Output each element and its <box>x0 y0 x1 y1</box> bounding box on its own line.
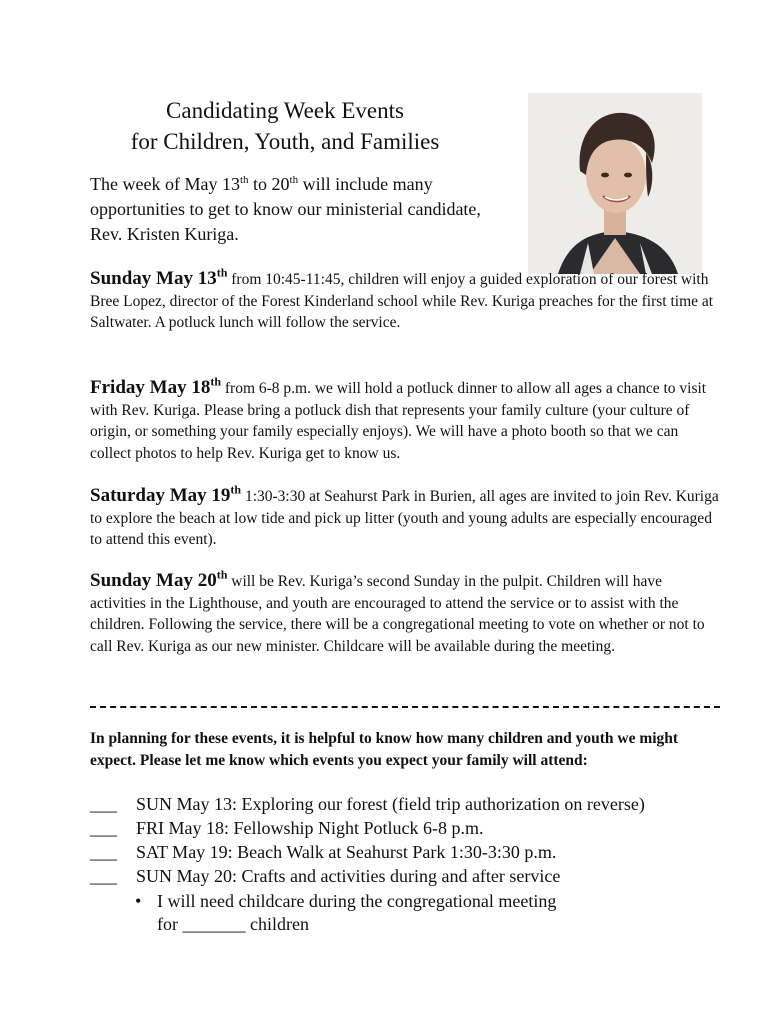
intro-text-1: The week of May 13 <box>90 174 240 194</box>
intro-text-3: will include many opportunities to get to know our ministerial candidate, Rev. Kristen Kuriga. <box>90 174 481 244</box>
event-day-sup: th <box>230 482 242 497</box>
event-description: will be Rev. Kuriga’s second Sunday in the pulpit. Children will have activities in the Lighthouse, and youth are encouraged to attend the service or to assist with the children. Following the service, there will be a congregational meeting to vote on whether or not to call Rev. Kuriga as our new minister. Childcare will be available during the meeting. <box>90 573 705 655</box>
event-day-label: Friday May 18 <box>90 377 211 398</box>
intro-text-2: to 20 <box>248 174 290 194</box>
event-description: from 10:45-11:45, children will enjoy a guided exploration of our forest with Bree Lopez, director of the Forest Kinderland school while Rev. Kuriga preaches for the first time at Saltwater. A potluck lunch will follow the service. <box>90 271 714 331</box>
portrait-image <box>528 93 702 274</box>
checklist-item[interactable] <box>90 816 730 840</box>
event-day-label: Sunday May 13 <box>90 268 217 289</box>
childcare-line-1: I will need childcare during the congregational meeting <box>157 891 557 911</box>
event-day-sup: th <box>216 567 228 582</box>
event-sunday-may-13 <box>90 265 720 334</box>
checklist-blank[interactable]: ___ <box>90 818 117 838</box>
event-day-label: Sunday May 20 <box>90 570 217 591</box>
event-day <box>90 567 228 591</box>
page-title <box>100 95 470 157</box>
childcare-line-2: for _______ children <box>157 914 309 934</box>
title-line-2: for Children, Youth, and Families <box>130 129 440 154</box>
intro-sup-2: th <box>289 174 299 186</box>
event-day-sup: th <box>210 374 221 389</box>
attendance-checklist <box>90 792 730 888</box>
checklist-blank[interactable]: ___ <box>90 866 117 886</box>
event-description: from 6-8 p.m. we will hold a potluck dinner to allow all ages a chance to visit with Rev. Kuriga. Please bring a potluck dish that represents your family culture (your culture of origin, or something your family especially enjoys). We will have a photo booth so that we can collect photos to help Rev. Kuriga get to know us. <box>90 380 707 462</box>
checklist-blank[interactable]: ___ <box>90 842 117 862</box>
candidate-photo <box>528 93 702 274</box>
checklist-blank[interactable]: ___ <box>90 794 117 814</box>
event-day <box>90 374 221 398</box>
childcare-request[interactable] <box>135 890 655 936</box>
event-day <box>90 265 228 289</box>
event-sunday-may-20 <box>90 567 720 657</box>
bullet-icon: • <box>135 891 142 911</box>
event-day-sup: th <box>216 265 228 280</box>
checklist-text: SUN May 20: Crafts and activities during and after service <box>136 866 561 886</box>
event-description: 1:30-3:30 at Seahurst Park in Burien, all ages are invited to join Rev. Kuriga to explore the beach at low tide and pick up litter (youth and young adults are especially encouraged to attend this event). <box>90 488 719 548</box>
checklist-item[interactable] <box>90 792 730 816</box>
intro-paragraph <box>90 172 510 247</box>
intro-sup-1: th <box>239 174 249 186</box>
checklist-text: SUN May 13: Exploring our forest (field trip authorization on reverse) <box>136 794 645 814</box>
event-day <box>90 482 242 506</box>
checklist-item[interactable] <box>90 864 730 888</box>
title-line-1: Candidating Week Events <box>166 98 404 123</box>
event-saturday-may-19 <box>90 482 720 551</box>
event-day-label: Saturday May 19 <box>90 485 231 506</box>
event-friday-may-18 <box>90 374 720 464</box>
dashed-divider <box>90 706 720 708</box>
planning-note: In planning for these events, it is helpful to know how many children and youth we might expect. Please let me know which events you expect your family will attend: <box>90 730 679 769</box>
checklist-text: FRI May 18: Fellowship Night Potluck 6-8 p.m. <box>136 818 484 838</box>
checklist-text: SAT May 19: Beach Walk at Seahurst Park 1:30-3:30 p.m. <box>136 842 557 862</box>
checklist-item[interactable] <box>90 840 730 864</box>
